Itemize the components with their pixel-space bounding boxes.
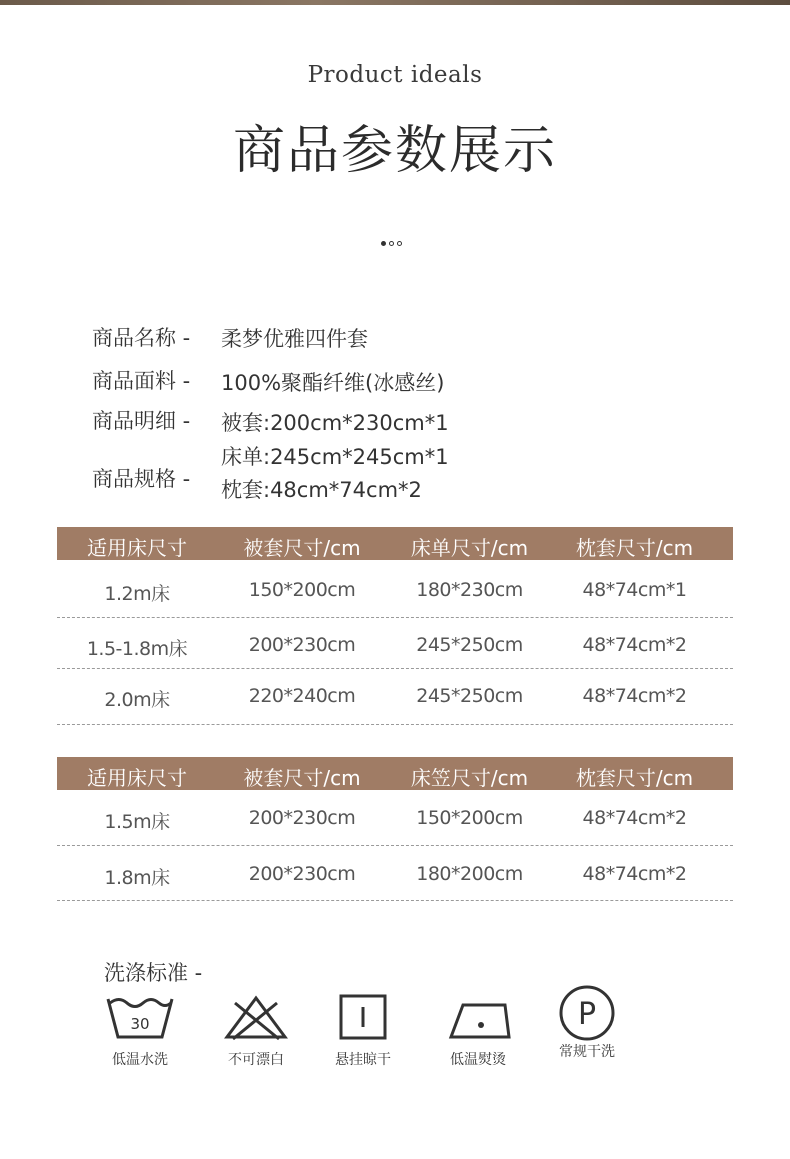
header-cell: 被套尺寸/cm bbox=[243, 766, 361, 790]
table-row bbox=[57, 846, 733, 901]
table-cell: 1.5-1.8m床 bbox=[86, 638, 188, 660]
table-cell: 48*74cm*2 bbox=[582, 634, 687, 656]
spec-label: 商品名称 - bbox=[92, 326, 191, 350]
spec-label: 商品面料 - bbox=[92, 369, 191, 393]
dot-icon bbox=[397, 241, 402, 246]
spec-label: 商品规格 - bbox=[92, 467, 191, 491]
table-header bbox=[57, 757, 733, 790]
wash-item bbox=[318, 993, 408, 1069]
spec-value: 枕套:48cm*74cm*2 bbox=[221, 478, 422, 502]
page-subtitle: Product ideals bbox=[307, 62, 483, 88]
spec-value: 床单:245cm*245cm*1 bbox=[221, 445, 449, 469]
table-cell: 1.8m床 bbox=[104, 867, 170, 889]
spec-value: 被套:200cm*230cm*1 bbox=[221, 411, 449, 435]
table-cell: 200*230cm bbox=[248, 807, 356, 829]
table-cell: 180*200cm bbox=[416, 863, 523, 885]
table-row bbox=[57, 560, 733, 618]
dot-icon bbox=[381, 241, 386, 246]
header-cell: 枕套尺寸/cm bbox=[575, 766, 694, 790]
hang-dry-icon bbox=[328, 993, 398, 1041]
wash-item bbox=[211, 993, 301, 1069]
table-cell: 2.0m床 bbox=[104, 689, 170, 711]
table-cell: 200*230cm bbox=[248, 634, 356, 656]
table-cell: 245*250cm bbox=[416, 685, 523, 707]
table-header bbox=[57, 527, 733, 560]
page-title: 商品参数展示 bbox=[232, 121, 557, 181]
dot-icon bbox=[389, 241, 394, 246]
dry-clean-p-icon bbox=[552, 985, 622, 1041]
table-cell: 48*74cm*1 bbox=[582, 579, 687, 601]
table-cell: 48*74cm*2 bbox=[582, 685, 687, 707]
header-cell: 适用床尺寸 bbox=[87, 536, 187, 560]
low-iron-icon bbox=[443, 993, 513, 1041]
header-cell: 被套尺寸/cm bbox=[243, 536, 361, 560]
table-cell: 150*200cm bbox=[416, 807, 523, 829]
header-cell: 枕套尺寸/cm bbox=[575, 536, 694, 560]
size-table-sheet bbox=[57, 527, 733, 725]
table-cell: 245*250cm bbox=[416, 634, 523, 656]
table-cell: 180*230cm bbox=[416, 579, 523, 601]
table-row bbox=[57, 669, 733, 725]
header-cell: 床单尺寸/cm bbox=[410, 536, 529, 560]
table-cell: 220*240cm bbox=[248, 685, 356, 707]
decorative-dots bbox=[381, 241, 402, 246]
wash-label: 低温水洗 bbox=[112, 1052, 168, 1068]
header-cell: 适用床尺寸 bbox=[87, 766, 187, 790]
wash-label: 常规干洗 bbox=[559, 1044, 615, 1060]
washing-title: 洗涤标准 - bbox=[104, 961, 203, 985]
table-row bbox=[57, 790, 733, 846]
table-cell: 150*200cm bbox=[248, 579, 356, 601]
table-cell: 1.5m床 bbox=[104, 811, 170, 833]
table-cell: 48*74cm*2 bbox=[582, 807, 687, 829]
wash-label: 不可漂白 bbox=[228, 1052, 284, 1068]
header-cell: 床笠尺寸/cm bbox=[410, 766, 529, 790]
wash-item bbox=[433, 993, 523, 1069]
spec-value: 100%聚酯纤维(冰感丝) bbox=[221, 371, 445, 395]
wash-label: 悬挂晾干 bbox=[335, 1052, 391, 1068]
dry-clean-letter: P bbox=[577, 997, 597, 1032]
no-bleach-icon bbox=[221, 993, 291, 1041]
size-table-fitted bbox=[57, 757, 733, 901]
wash-item bbox=[542, 993, 632, 1061]
spec-label: 商品明细 - bbox=[92, 409, 191, 433]
wash-30-icon bbox=[105, 993, 175, 1041]
table-cell: 48*74cm*2 bbox=[582, 863, 687, 885]
wash-item bbox=[95, 993, 185, 1069]
spec-value: 柔梦优雅四件套 bbox=[221, 327, 368, 351]
wash-temp: 30 bbox=[130, 1015, 150, 1033]
table-cell: 200*230cm bbox=[248, 863, 356, 885]
top-image-strip bbox=[0, 0, 790, 5]
table-row bbox=[57, 618, 733, 669]
wash-label: 低温熨烫 bbox=[450, 1052, 506, 1068]
table-cell: 1.2m床 bbox=[104, 583, 170, 605]
